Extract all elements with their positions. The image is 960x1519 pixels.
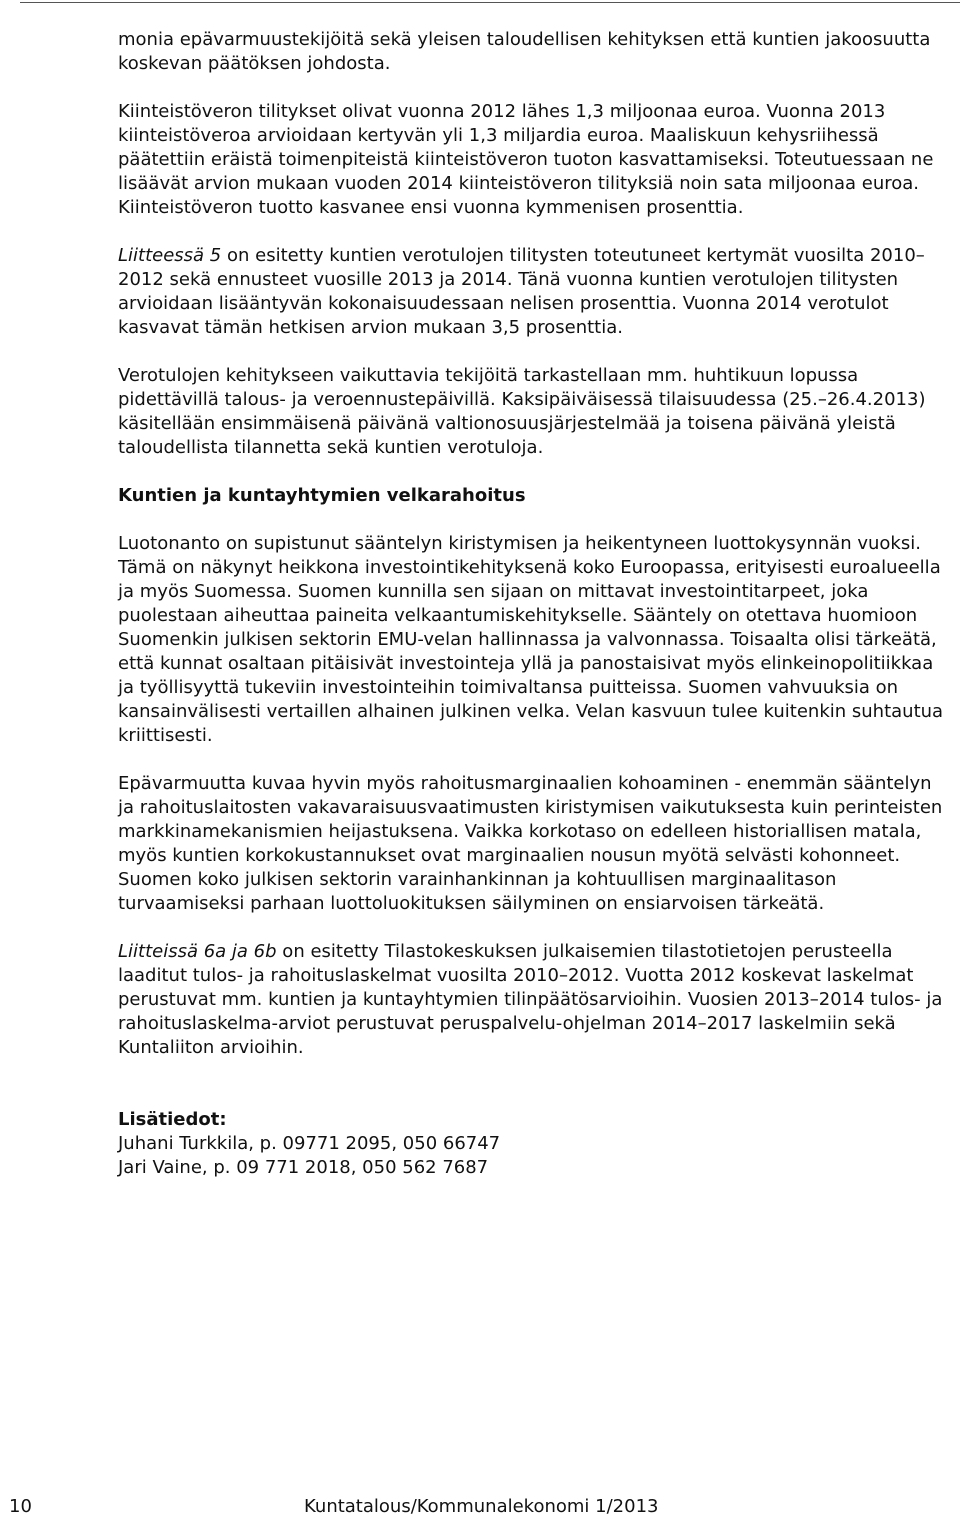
paragraph-tax-revenue xyxy=(118,244,950,340)
contact-heading: Lisätiedot: xyxy=(118,1109,227,1130)
page-number: 10 xyxy=(9,1496,32,1517)
publication-title: Kuntatalous/Kommunalekonomi 1/2013 xyxy=(304,1496,659,1517)
page-body xyxy=(118,28,950,1180)
section-heading-debt-financing: Kuntien ja kuntayhtymien velkarahoitus xyxy=(118,485,526,506)
paragraph-property-tax: Kiinteistöveron tilitykset olivat vuonna 2012 lähes 1,3 miljoonaa euroa. Vuonna 2013 kiinteistöveroa arvioidaan kertyvän yli 1,3 miljardia euroa. Maaliskuun kehysriihessä päätettiin eräistä toimenpiteistä kiinteistöveron tuoton kasvattamiseksi. Toteutuessaan ne lisäävät arvion mukaan vuoden 2014 kiinteistöveron tilityksiä noin sata miljoonaa euroa. Kiinteistöveron tuotto kasvanee ensi vuonna kymmenisen prosenttia. xyxy=(118,101,934,218)
contact-info xyxy=(118,1108,950,1180)
contact-turkkila: Juhani Turkkila, p. 09771 2095, 050 66747 xyxy=(118,1133,501,1154)
paragraph-margins: Epävarmuutta kuvaa hyvin myös rahoitusmarginaalien kohoaminen - enemmän sääntelyn ja rahoituslaitosten vakavaraisuusvaatimusten kiristymisen vaikutuksesta kuin perinteisten markkinamekanismien heijastuksena. Vaikka korkotaso on edelleen historiallisen matala, myös kuntien korkokustannukset ovat marginaalien nousun myötä selvästi kohonneet. Suomen koko julkisen sektorin varainhankinnan ja kohtuullisen marginaalitason turvaamiseksi parhaan luottoluokituksen säilyminen on ensiarvoisen tärkeätä. xyxy=(118,773,943,914)
top-rule xyxy=(20,2,960,3)
paragraph-appendix-6-text: on esitetty Tilastokeskuksen julkaisemien tilastotietojen perusteella laaditut tulos- ja rahoituslaskelmat vuosilta 2010–2012. Vuotta 2012 koskevat laskelmat perustuvat mm. kuntien ja kuntayhtymien tilinpäätösarvioihin. Vuosien 2013–2014 tulos- ja rahoituslaskelma-arviot perustuvat peruspalvelu-ohjelman 2014–2017 laskelmiin sekä Kuntaliiton arvioihin. xyxy=(118,941,943,1058)
paragraph-tax-revenue-text: on esitetty kuntien verotulojen tilitysten toteutuneet kertymät vuosilta 2010–2012 sekä ennusteet vuosille 2013 ja 2014. Tänä vuonna kuntien verotulojen tilitysten arvioidaan lisääntyvän kokonaisuudessaan nelisen prosenttia. Vuonna 2014 verotulot kasvavat tämän hetkisen arvion mukaan 3,5 prosenttia. xyxy=(118,245,925,338)
paragraph-appendix-6 xyxy=(118,940,950,1060)
appendix-5-reference: Liitteessä 5 xyxy=(118,245,222,266)
page-footer xyxy=(0,1495,960,1519)
paragraph-lending: Luotonanto on supistunut sääntelyn kiristymisen ja heikentyneen luottokysynnän vuoksi. Tämä on näkynyt heikkona investointikehityksenä koko Euroopassa, erityisesti euroalueella ja myös Suomessa. Suomen kunnilla sen sijaan on mittavat investointitarpeet, joka puolestaan aiheuttaa paineita velkaantumiskehitykselle. Sääntely on otettava huomioon Suomenkin julkisen sektorin EMU-velan hallinnassa ja valvonnassa. Toisaalta olisi tärkeätä, että kunnat osaltaan pitäisivät investointeja yllä ja panostaisivat myös elinkeinopolitiikkaa ja työllisyyttä tukeviin investointeihin toimivaltansa puitteissa. Suomen vahvuuksia on kansainvälisesti vertaillen alhainen julkinen velka. Velan kasvuun tulee kuitenkin suhtautua kriittisesti. xyxy=(118,533,944,746)
paragraph-forecast-days: Verotulojen kehitykseen vaikuttavia tekijöitä tarkastellaan mm. huhtikuun lopussa pidettävillä talous- ja veroennustepäivillä. Kaksipäiväisessä tilaisuudessa (25.–26.4.2013) käsitellään ensimmäisenä päivänä valtionosuusjärjestelmää ja toisena päivänä yleistä taloudellista tilannetta sekä kuntien verotuloja. xyxy=(118,365,926,458)
paragraph-intro: monia epävarmuustekijöitä sekä yleisen taloudellisen kehityksen että kuntien jakoosuutta koskevan päätöksen johdosta. xyxy=(118,29,931,74)
appendix-6-reference: Liitteissä 6a ja 6b xyxy=(118,941,277,962)
contact-vaine: Jari Vaine, p. 09 771 2018, 050 562 7687 xyxy=(118,1157,489,1178)
